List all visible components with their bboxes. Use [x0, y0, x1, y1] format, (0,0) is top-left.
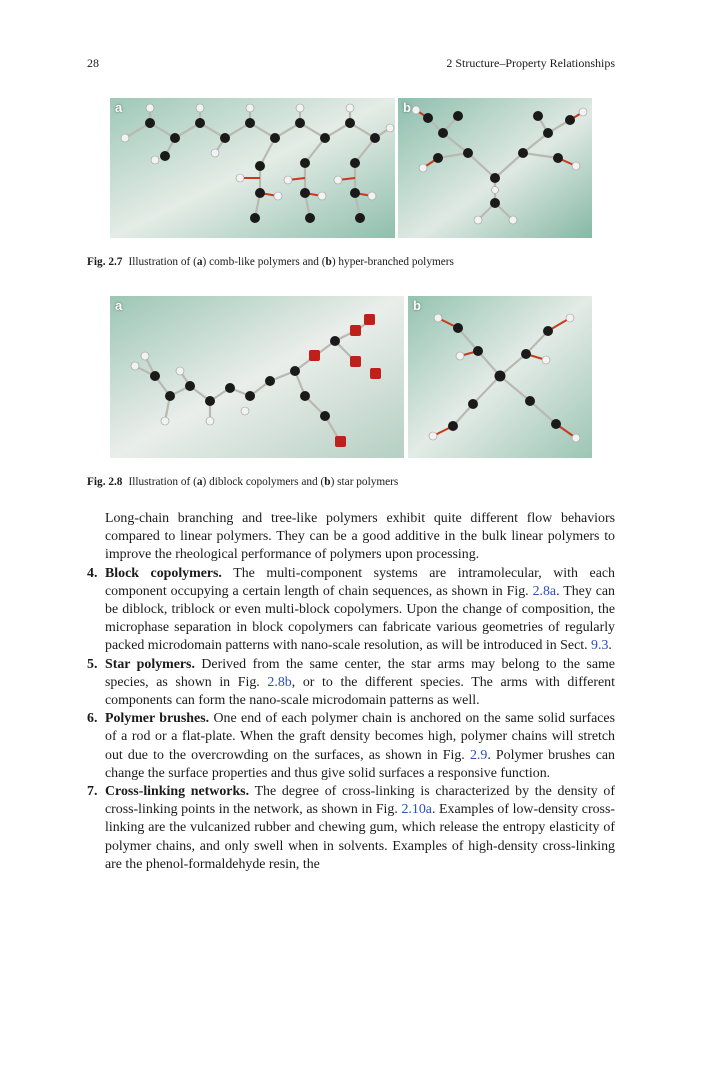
list-item-text: One end of each polymer chain is anchored on the same solid surfaces of a rod or a flat-plate. When the graft density becomes high, polymer chains will stretch out due to the overcrowding on the surfaces, as shown in Fig.	[105, 711, 615, 763]
caption-text: ) comb-like polymers and (	[202, 256, 326, 268]
list-item-number: 4.	[87, 565, 98, 581]
list-item-number: 6.	[87, 711, 98, 727]
list-item-content	[105, 656, 615, 711]
list-item-text: The multi-component systems are intramolecular, with each component occupying a certain length of chain sequences, as shown in Fig.	[105, 565, 615, 599]
list-item	[87, 710, 615, 783]
list-item-heading: Polymer brushes.	[105, 711, 210, 727]
list-item-heading: Star polymers.	[105, 656, 195, 672]
list-item-text: . Examples of low-density cross-linking are the vulcanized rubber and chewing gum, which release the entropy elasticity of polymer chains, and only swell when in solvents. Examples of high-density cross-linking are the phenol-formaldehyde resin, the	[105, 802, 615, 872]
diblock-copolymer-model-image	[110, 296, 404, 458]
figure-reference-link[interactable]: 2.8b	[267, 674, 292, 690]
panel-label-b: b	[403, 100, 411, 115]
list-item-content	[105, 710, 615, 783]
list-item-text: . Polymer brushes can change the surface properties and thus give solid surfaces a responsive function.	[105, 747, 615, 781]
list-item	[87, 656, 615, 711]
caption-panel-ref: b	[325, 256, 332, 268]
list-item-content	[105, 783, 615, 874]
list-item-text: The degree of cross-linking is characterized by the density of cross-linking points in the network, as shown in Fig.	[105, 784, 616, 818]
figure-2-7-panel-b	[398, 98, 592, 238]
figure-reference-link[interactable]: 2.10a	[401, 802, 432, 818]
list-item-number: 5.	[87, 656, 98, 672]
figure-2-8-panel-a	[110, 296, 404, 458]
figure-2-8-caption	[87, 476, 398, 488]
list-item	[87, 783, 615, 874]
caption-text: ) hyper-branched polymers	[331, 256, 454, 268]
caption-text: ) star polymers	[330, 476, 399, 488]
list-item-text: .	[608, 638, 612, 654]
list-item-heading: Block copolymers.	[105, 565, 222, 581]
list-item-content	[105, 565, 615, 656]
figure-2-8-panel-b	[408, 296, 592, 458]
figure-2-7-caption	[87, 256, 454, 268]
figure-2-8	[110, 296, 592, 458]
hyperbranched-polymer-model-image	[398, 98, 592, 238]
intro-paragraph: Long-chain branching and tree-like polymers exhibit quite different flow behaviors compared to linear polymers. They can be a good additive in the bulk linear polymers to improve the rheological performance of polymers upon processing.	[105, 511, 615, 563]
caption-text: Illustration of (	[128, 256, 197, 268]
section-reference-link[interactable]: 9.3	[591, 638, 609, 654]
running-head: 2 Structure–Property Relationships	[446, 56, 615, 70]
list-item-number: 7.	[87, 784, 98, 800]
caption-panel-ref: a	[196, 256, 203, 268]
figure-reference-link[interactable]: 2.9	[469, 747, 488, 763]
list-item	[87, 565, 615, 656]
panel-label-a: a	[115, 298, 123, 313]
caption-panel-ref: a	[196, 476, 203, 488]
figure-number: Fig. 2.8	[87, 476, 123, 488]
caption-panel-ref: b	[324, 476, 331, 488]
figure-2-7-panel-a	[110, 98, 395, 238]
figure-reference-link[interactable]: 2.8a	[532, 583, 557, 599]
page-number: 28	[87, 56, 99, 70]
caption-text: ) diblock copolymers and (	[202, 476, 325, 488]
panel-label-a: a	[115, 100, 123, 115]
comb-polymer-model-image	[110, 98, 395, 238]
list-item-text: . They can be diblock, triblock or even multi-block copolymers. Upon the change of composition, the microphase separation in block copolymers can fabricate various geometries of regularly packed microdomain patterns with nano-scale resolution, as will be introduced in Sect.	[105, 583, 616, 654]
list-item-heading: Cross-linking networks.	[105, 784, 250, 800]
figure-number: Fig. 2.7	[87, 256, 123, 268]
panel-label-b: b	[413, 298, 421, 313]
star-polymer-model-image	[408, 296, 592, 458]
caption-text: Illustration of (	[128, 476, 197, 488]
body-text	[87, 510, 615, 874]
figure-2-7	[110, 98, 592, 238]
list-item-text: Derived from the same center, the star arms may belong to the same species, as shown in Fig.	[105, 656, 615, 690]
list-item-text: , or to the different species. The arms with different components can form the nano-scale microdomain patterns as well.	[105, 674, 615, 709]
